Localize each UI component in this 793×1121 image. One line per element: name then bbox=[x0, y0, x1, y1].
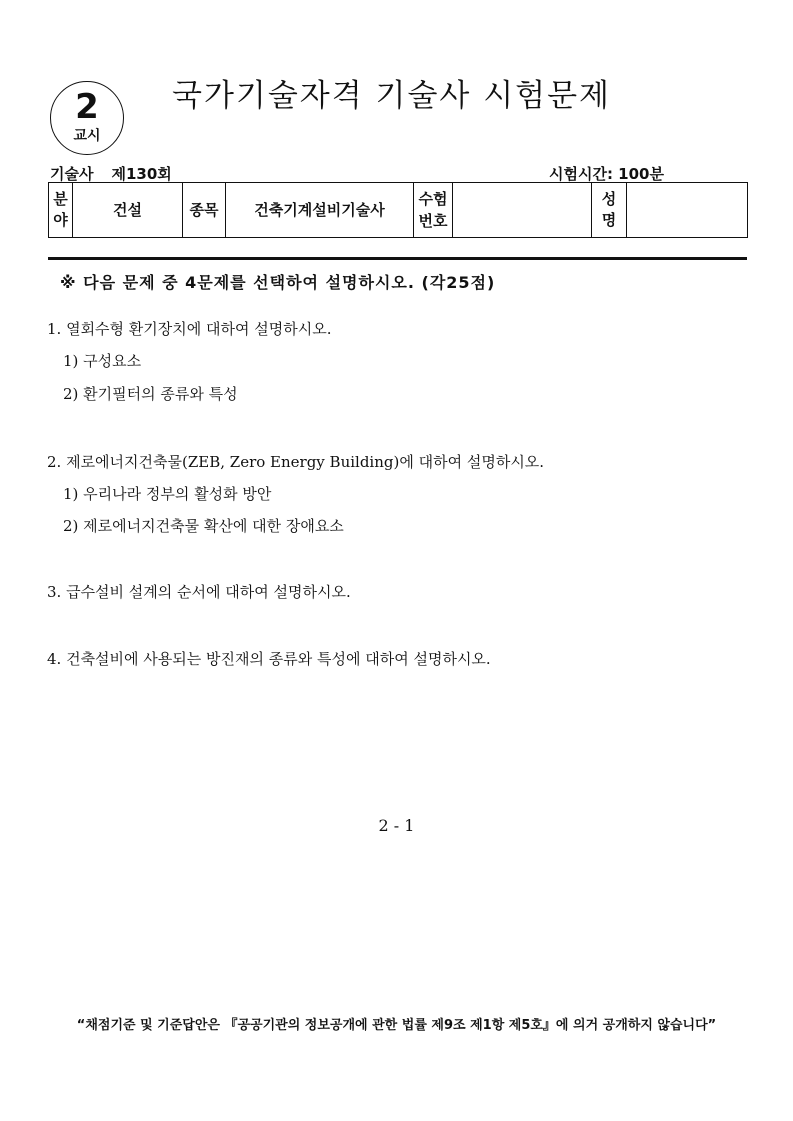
session-badge bbox=[50, 81, 124, 155]
question-3: 3. 급수설비 설계의 순서에 대하여 설명하시오. bbox=[47, 583, 351, 601]
field-label-top: 분 bbox=[53, 190, 68, 208]
page-title: 국가기술자격 기술사 시험문제 bbox=[172, 78, 612, 114]
exam-no-field[interactable] bbox=[453, 183, 592, 238]
question-4: 4. 건축설비에 사용되는 방진재의 종류와 특성에 대하여 설명하시오. bbox=[47, 650, 491, 668]
exam-time: 시험시간: 100분 bbox=[549, 165, 664, 183]
question-2: 2. 제로에너지건축물(ZEB, Zero Energy Building)에 대하여 설명하시오. bbox=[47, 453, 545, 471]
exam-info bbox=[50, 163, 190, 184]
divider bbox=[48, 257, 747, 260]
question-1-sub-2: 2) 환기필터의 종류와 특성 bbox=[63, 385, 238, 403]
exam-no-label-cell bbox=[414, 183, 453, 238]
question-2-sub-1: 1) 우리나라 정부의 활성화 방안 bbox=[63, 485, 272, 503]
question-1: 1. 열회수형 환기장치에 대하여 설명하시오. bbox=[47, 320, 332, 338]
type-label: 종목 bbox=[183, 183, 226, 238]
exam-info-table bbox=[48, 182, 748, 238]
session-number: 2 bbox=[75, 87, 99, 127]
name-label-bottom: 명 bbox=[601, 211, 617, 229]
exam-round: 제130회 bbox=[111, 165, 172, 183]
field-label-cell bbox=[49, 183, 73, 238]
session-label: 교시 bbox=[73, 128, 101, 144]
page-number: 2 - 1 bbox=[378, 816, 415, 835]
table-row bbox=[49, 183, 748, 238]
exam-category: 기술사 bbox=[50, 165, 94, 183]
name-field[interactable] bbox=[627, 183, 748, 238]
name-label-cell bbox=[592, 183, 627, 238]
field-value: 건설 bbox=[73, 183, 183, 238]
type-value: 건축기계설비기술사 bbox=[226, 183, 414, 238]
exam-no-label-bottom: 번호 bbox=[418, 212, 448, 230]
name-label-top: 성 bbox=[601, 190, 617, 208]
footer-note: “채점기준 및 기준답안은 『공공기관의 정보공개에 관한 법률 제9조 제1항 제5호』에 의거 공개하지 않습니다” bbox=[76, 1018, 717, 1033]
exam-no-label-top: 수험 bbox=[418, 190, 448, 208]
question-1-sub-1: 1) 구성요소 bbox=[63, 352, 142, 370]
instruction: ※ 다음 문제 중 4문제를 선택하여 설명하시오. (각25점) bbox=[60, 273, 496, 292]
question-2-sub-2: 2) 제로에너지건축물 확산에 대한 장애요소 bbox=[63, 517, 344, 535]
field-label-bottom: 야 bbox=[53, 211, 68, 229]
